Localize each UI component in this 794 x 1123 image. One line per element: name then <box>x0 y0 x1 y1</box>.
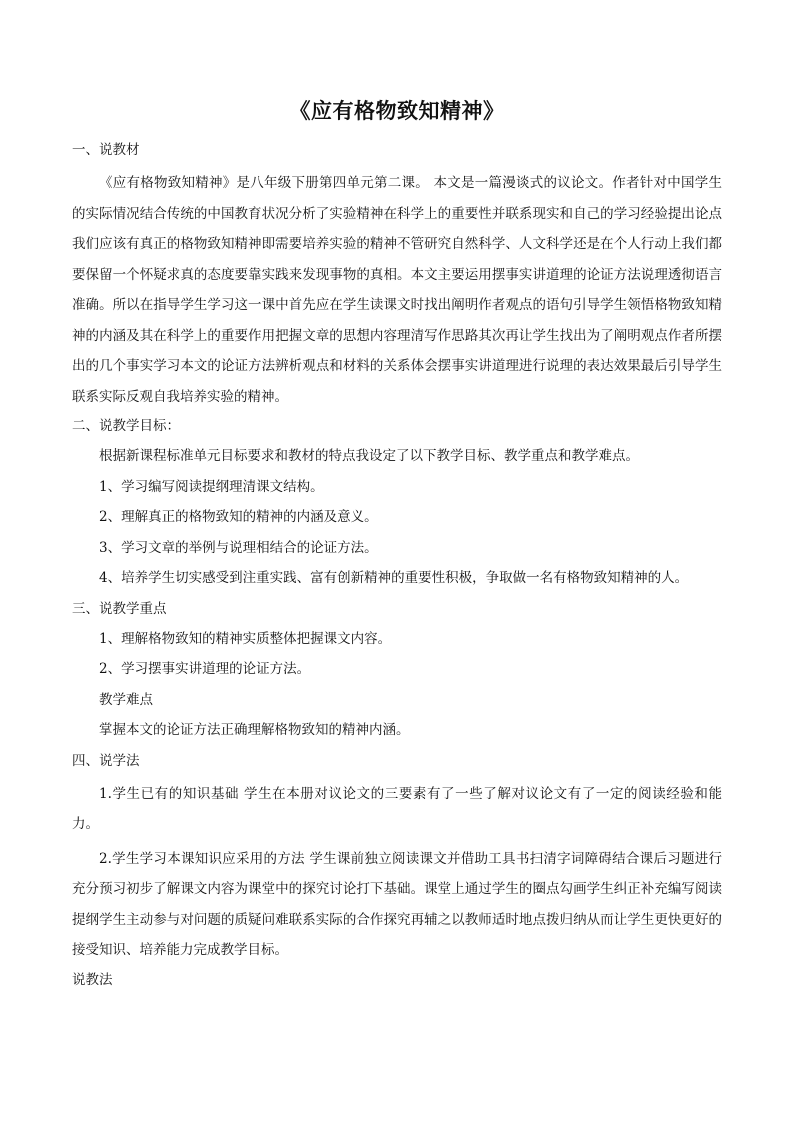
document-page <box>72 96 722 998</box>
learning-method-paragraph-2: 2.学生学习本课知识应采用的方法 学生课前独立阅读课文并借助工具书扫清字词障碍结合课后习题进行充分预习初步了解课文内容为课堂中的探究讨论打下基础。课堂上通过学生的圈点勾画学生纠正补充编写阅读提纲学生主动参与对问题的质疑问难联系实际的合作探究再辅之以教师适时地点拨归纳从而让学生更快更好的接受知识、培养能力完成教学目标。 <box>72 850 722 958</box>
section-heading-key-points: 三、说教学重点 <box>72 600 167 617</box>
goal-item-1: 1、学习编写阅读提纲理清课文结构。 <box>99 478 324 495</box>
section-heading-learning-method: 四、说学法 <box>72 752 140 769</box>
key-point-item-1: 1、理解格物致知的精神实质整体把握课文内容。 <box>99 630 392 647</box>
textbook-paragraph: 《应有格物致知精神》是八年级下册第四单元第二课。 本文是一篇漫谈式的议论文。作者针对中国学生的实际情况结合传统的中国教育状况分析了实验精神在科学上的重要性并联系现实和自己的学习经验提出论点我们应该有真正的格物致知精神即需要培养实验的精神不管研究自然科学、人文科学还是在个人行动上我们都要保留一个怀疑求真的态度要靠实践来发现事物的真相。本文主要运用摆事实讲道理的论证方法说理透彻语言准确。所以在指导学生学习这一课中首先应在学生读课文时找出阐明作者观点的语句引导学生领悟格物致知精神的内涵及其在科学上的重要作用把握文章的思想内容理清写作思路其次再让学生找出为了阐明观点作者所摆出的几个事实学习本文的论证方法辨析观点和材料的关系体会摆事实讲道理进行说理的表达效果最后引导学生联系实际反观自我培养实验的精神。 <box>72 175 722 405</box>
goal-item-2: 2、理解真正的格物致知的精神的内涵及意义。 <box>99 509 378 525</box>
section-heading-teaching-method: 说教法 <box>72 971 113 988</box>
difficulty-text: 掌握本文的论证方法正确理解格物致知的精神内涵。 <box>99 722 410 738</box>
document-title: 《应有格物致知精神》 <box>289 98 505 123</box>
goal-item-4: 4、培养学生切实感受到注重实践、富有创新精神的重要性积极，争取做一名有格物致知精神的人。 <box>99 570 689 586</box>
learning-method-paragraph-1: 1.学生已有的知识基础 学生在本册对议论文的三要素有了一些了解对议论文有了一定的阅读经验和能力。 <box>72 785 722 832</box>
goals-intro: 根据新课程标准单元目标要求和教材的特点我设定了以下教学目标、教学重点和教学难点。 <box>99 448 639 464</box>
section-heading-goals: 二、说教学目标： <box>72 418 180 434</box>
key-point-item-2: 2、学习摆事实讲道理的论证方法。 <box>99 661 311 677</box>
section-heading-textbook: 一、说教材 <box>72 142 140 158</box>
goal-item-3: 3、学习文章的举例与说理相结合的论证方法。 <box>99 539 378 556</box>
difficulty-heading: 教学难点 <box>99 691 153 708</box>
